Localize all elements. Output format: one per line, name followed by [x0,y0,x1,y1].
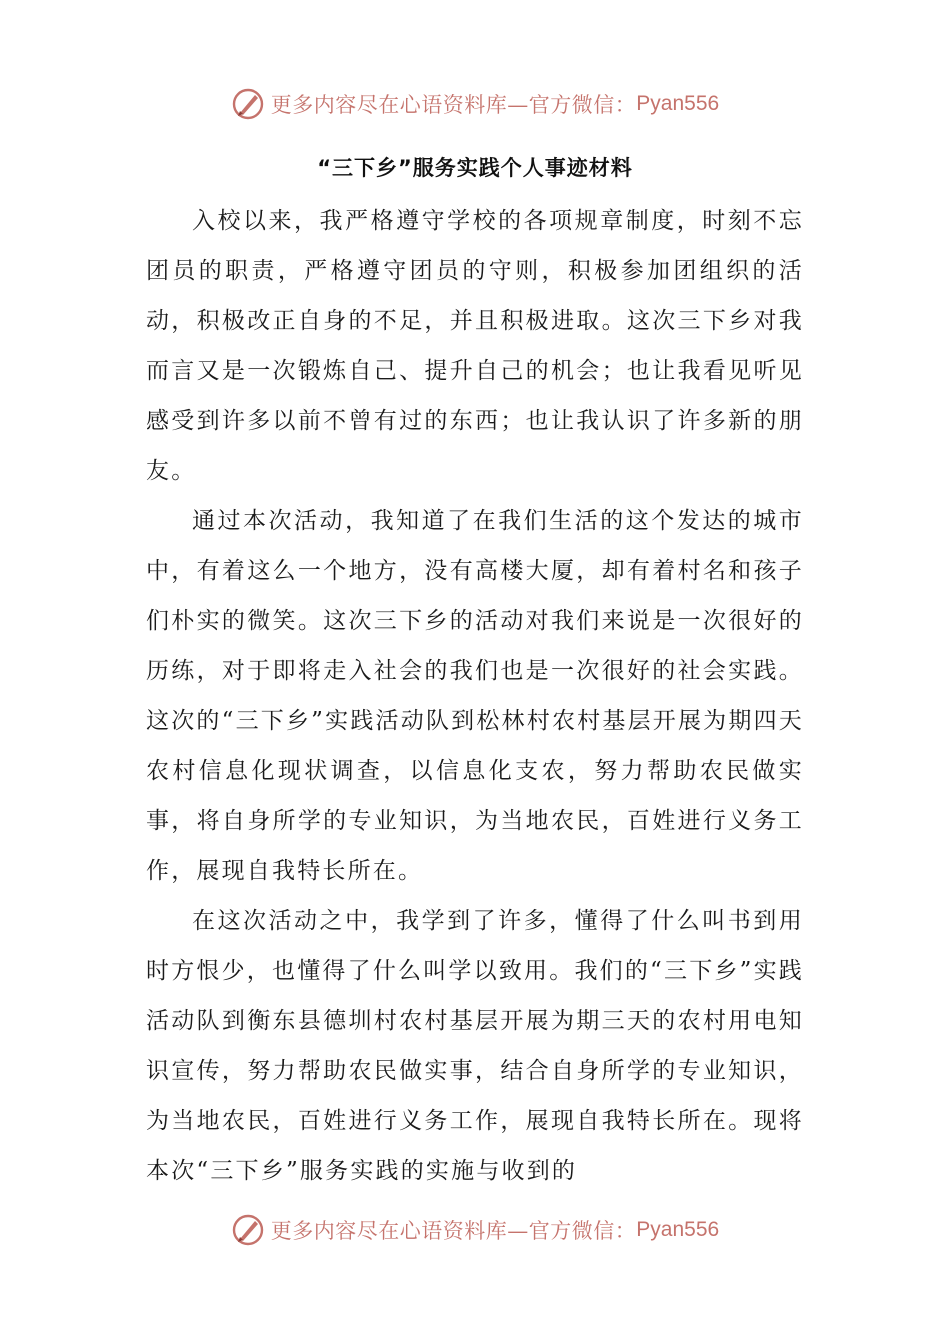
document-title: “三下乡”服务实践个人事迹材料 [317,156,633,180]
quill-pen-icon [231,87,265,121]
banner-brand-text: 更多内容尽在心语资料库—官方微信： [270,93,637,117]
document-body [146,196,804,1196]
paragraph: 入校以来，我严格遵守学校的各项规章制度，时刻不忘团员的职责，严格遵守团员的守则，积极参加团组织的活动，积极改正自身的不足，并且积极进取。这次三下乡对我而言又是一次锻炼自己、提升自己的机会；也让我看见听见感受到许多以前不曾有过的东西；也让我认识了许多新的朋友。 [146,208,804,484]
paragraph: 通过本次活动，我知道了在我们生活的这个发达的城市中，有着这么一个地方，没有高楼大厦，却有着村名和孩子们朴实的微笑。这次三下乡的活动对我们来说是一次很好的历练，对于即将走入社会的我们也是一次很好的社会实践。这次的“三下乡”实践活动队到松林村农村基层开展为期四天农村信息化现状调查，以信息化支农，努力帮助农民做实事，将自身所学的专业知识，为当地农民，百姓进行义务工作，展现自我特长所在。 [146,508,804,884]
banner-brand-text: 更多内容尽在心语资料库—官方微信： [270,1219,637,1243]
paragraph: 在这次活动之中，我学到了许多，懂得了什么叫书到用时方恨少，也懂得了什么叫学以致用。我们的“三下乡”实践活动队到衡东县德圳村农村基层开展为期三天的农村用电知识宣传，努力帮助农民做实事，结合自身所学的专业知识，为当地农民，百姓进行义务工作，展现自我特长所在。现将本次“三下乡”服务实践的实施与收到的 [146,908,804,1184]
footer-banner [0,1210,950,1250]
banner-wechat-handle: Pyan556 [636,92,720,115]
header-banner [0,84,950,124]
banner-wechat-handle: Pyan556 [636,1218,720,1241]
quill-pen-icon [231,1213,265,1247]
